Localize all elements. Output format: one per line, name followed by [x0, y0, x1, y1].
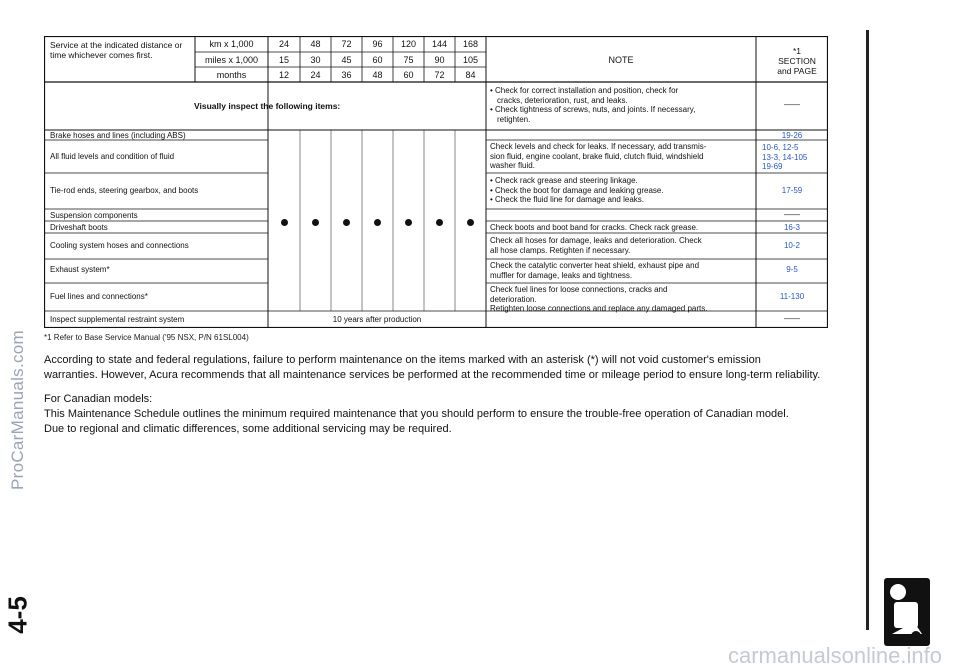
section-page-link[interactable] — [756, 143, 834, 172]
miles-value: 90 — [434, 55, 445, 65]
inspection-item: Fuel lines and connections* — [50, 292, 148, 301]
steering-note — [490, 176, 754, 205]
inspection-item: Driveshaft boots — [50, 223, 108, 232]
cooling-note — [490, 236, 754, 255]
km-value: 48 — [310, 39, 321, 49]
canada-paragraph — [44, 407, 834, 437]
km-value: 120 — [400, 39, 417, 49]
miles-label: miles x 1,000 — [204, 55, 259, 65]
note-line: • Check the fluid line for damage and leaks. — [490, 195, 644, 204]
canada-heading: For Canadian models: — [44, 393, 153, 405]
note-line: Check the catalytic converter heat shield, exhaust pipe and — [490, 261, 700, 270]
section-page-value: —— — [784, 314, 800, 323]
paragraph-line: According to state and federal regulations, failure to perform maintenance on the items marked with an asterisk (*) will not void customer's emission — [44, 354, 761, 366]
service-interval-label: Service at the indicated distance or time whichever comes first. — [50, 40, 183, 60]
months-value: 72 — [434, 70, 445, 80]
note-line: Check all hoses for damage, leaks and deterioration. Check — [490, 236, 702, 245]
interval-dot — [436, 219, 443, 226]
note-line: muffler for damage, leaks and tightness. — [490, 270, 633, 280]
note-line: cracks, deterioration, rust, and leaks. — [497, 95, 628, 105]
note-line: washer fluid. — [490, 161, 535, 170]
note-line: Check fuel lines for loose connections, cracks and — [490, 285, 668, 294]
interval-dot — [467, 219, 474, 226]
driveshaft-note: Check boots and boot band for cracks. Check rack grease. — [490, 223, 699, 232]
note-line: • Check for correct installation and position, check for — [490, 86, 679, 95]
note-line: sion fluid, engine coolant, brake fluid, clutch fluid, windshield — [490, 151, 704, 161]
interval-dot — [312, 219, 319, 226]
section-page-link[interactable]: 17-59 — [781, 186, 803, 195]
months-value: 60 — [403, 70, 414, 80]
vertical-rule — [866, 30, 869, 630]
maintenance-schedule-table — [44, 36, 828, 328]
paragraph-line: Due to regional and climatic differences, some additional servicing may be required. — [44, 423, 452, 435]
note-line: Check levels and check for leaks. If necessary, add transmis- — [490, 142, 707, 151]
watermark-left: ProCarManuals.com — [8, 329, 27, 491]
interval-dot — [343, 219, 350, 226]
note-column-header: NOTE — [608, 55, 634, 65]
inspection-item: Suspension components — [50, 211, 138, 220]
km-value: 96 — [372, 39, 383, 49]
section-page-link[interactable]: 9-5 — [786, 265, 798, 274]
months-label: months — [216, 70, 247, 80]
fuel-note — [490, 285, 754, 314]
months-value: 12 — [278, 70, 289, 80]
km-value: 72 — [341, 39, 352, 49]
inspection-item: Exhaust system* — [50, 265, 110, 274]
note-line: • Check the boot for damage and leaking grease. — [490, 185, 664, 195]
emission-warranty-paragraph — [44, 353, 834, 383]
months-value: 24 — [310, 70, 321, 80]
section-page-link[interactable]: 19-26 — [781, 131, 803, 140]
section-page-link[interactable]: 16-3 — [783, 223, 800, 232]
page-ref[interactable]: 13-3, 14-105 — [762, 152, 808, 162]
note-line: • Check tightness of screws, nuts, and joints. If necessary, — [490, 105, 696, 114]
watermark-bottom: carmanualsonline.info — [727, 643, 942, 668]
section-page-link[interactable]: 10-2 — [783, 241, 800, 250]
note-line: • Check rack grease and steering linkage. — [490, 176, 638, 185]
interval-dot — [281, 219, 288, 226]
km-value: 168 — [462, 39, 479, 49]
km-label: km x 1,000 — [209, 39, 254, 49]
inspection-item: All fluid levels and condition of fluid — [50, 152, 175, 161]
section-page-value: —— — [784, 210, 800, 219]
miles-value: 45 — [341, 55, 352, 65]
note-line: deterioration. — [490, 294, 537, 304]
km-value: 144 — [431, 39, 448, 49]
paragraph-line: warranties. However, Acura recommends that all maintenance services be performed at the recommended time or mileage period to ensure long-term reliability. — [44, 369, 821, 381]
miles-value: 60 — [372, 55, 383, 65]
srs-interval: 10 years after production — [332, 315, 422, 324]
paragraph-line: This Maintenance Schedule outlines the minimum required maintenance that you should perform to ensure the trouble-free operation of Canadian model. — [44, 408, 789, 420]
footnote: *1 Refer to Base Service Manual ('95 NSX, P/N 61SL004) — [44, 333, 249, 342]
months-value: 36 — [341, 70, 352, 80]
visual-inspect-label: Visually inspect the following items: — [194, 101, 341, 111]
exhaust-note — [490, 261, 754, 280]
section-badge-icon — [884, 578, 930, 646]
inspection-item: Brake hoses and lines (including ABS) — [50, 131, 186, 140]
page-ref[interactable]: 19-69 — [762, 162, 783, 171]
miles-value: 30 — [310, 55, 321, 65]
fluid-levels-note — [490, 142, 754, 171]
visual-inspect-note — [490, 86, 754, 124]
section-page-value: —— — [784, 100, 800, 109]
section-page-link[interactable]: 11-130 — [779, 292, 805, 301]
note-line: retighten. — [497, 114, 531, 124]
months-value: 48 — [372, 70, 383, 80]
section-page-header: *1 SECTION and PAGE — [777, 46, 817, 76]
note-line: Retighten loose connections and replace any damaged parts. — [490, 304, 708, 313]
months-value: 84 — [465, 70, 476, 80]
note-line: all hose clamps. Retighten if necessary. — [490, 245, 631, 255]
miles-value: 75 — [403, 55, 414, 65]
inspection-item: Cooling system hoses and connections — [50, 241, 189, 250]
page-ref[interactable]: 10-6, 12-5 — [762, 143, 799, 152]
interval-dot — [405, 219, 412, 226]
interval-dot — [374, 219, 381, 226]
inspection-item: Inspect supplemental restraint system — [50, 315, 185, 324]
km-value: 24 — [278, 39, 289, 49]
page-number: 4-5 — [2, 596, 33, 634]
inspection-item: Tie-rod ends, steering gearbox, and boots — [50, 186, 199, 195]
miles-value: 105 — [462, 55, 479, 65]
miles-value: 15 — [278, 55, 289, 65]
